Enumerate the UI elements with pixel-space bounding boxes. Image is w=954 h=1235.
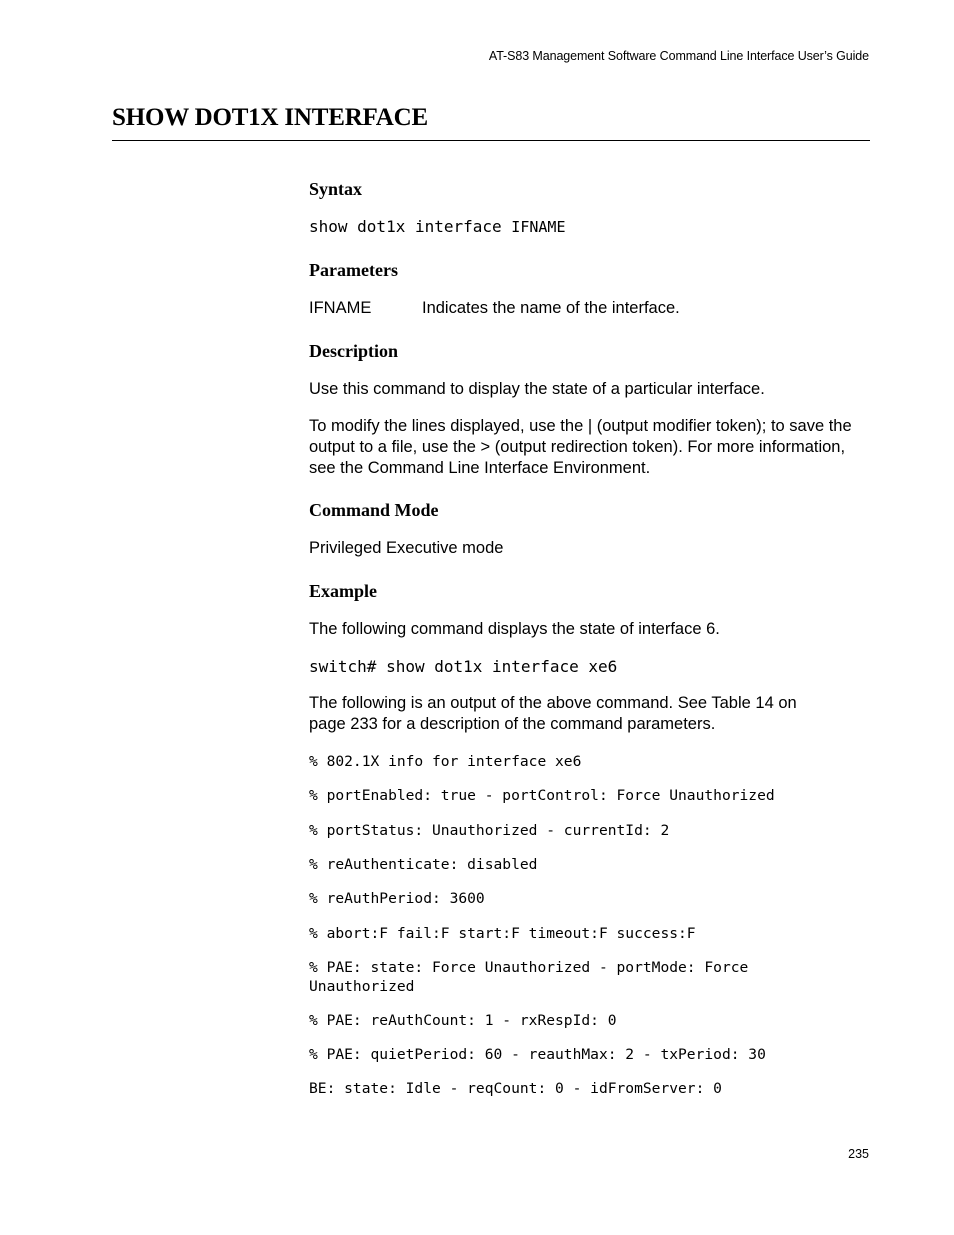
output-line: % portEnabled: true - portControl: Force Unauthorized bbox=[309, 787, 775, 804]
description-heading: Description bbox=[309, 341, 398, 361]
syntax-command: show dot1x interface bbox=[309, 217, 502, 236]
output-line: % 802.1X info for interface xe6 bbox=[309, 753, 582, 770]
description-para2-line2: output to a file, use the > (output redirection token). For more information, bbox=[309, 438, 846, 456]
example-intro: The following command displays the state of interface 6. bbox=[309, 620, 720, 638]
output-line: % reAuthPeriod: 3600 bbox=[309, 890, 485, 907]
syntax-heading: Syntax bbox=[309, 179, 363, 199]
parameters-heading: Parameters bbox=[309, 260, 398, 280]
title-rule bbox=[112, 140, 870, 141]
description-para2-line3: see the Command Line Interface Environment. bbox=[309, 459, 651, 477]
running-header: AT-S83 Management Software Command Line Interface User’s Guide bbox=[488, 49, 869, 63]
parameter-name: IFNAME bbox=[309, 299, 372, 317]
output-line: % reAuthenticate: disabled bbox=[309, 856, 538, 873]
output-intro-line2: page 233 for a description of the command parameters. bbox=[309, 715, 716, 733]
syntax-line bbox=[309, 217, 565, 236]
output-line: % abort:F fail:F start:F timeout:F success:F bbox=[309, 925, 696, 942]
output-line: % PAE: quietPeriod: 60 - reauthMax: 2 - txPeriod: 30 bbox=[309, 1046, 766, 1063]
description-para1: Use this command to display the state of a particular interface. bbox=[309, 380, 765, 398]
output-line: % PAE: reAuthCount: 1 - rxRespId: 0 bbox=[309, 1012, 617, 1029]
command-mode-text: Privileged Executive mode bbox=[309, 539, 504, 557]
example-command: switch# show dot1x interface xe6 bbox=[309, 657, 618, 676]
example-heading: Example bbox=[309, 581, 378, 601]
description-para2-line1: To modify the lines displayed, use the | (output modifier token); to save the bbox=[309, 417, 852, 435]
syntax-param: IFNAME bbox=[511, 218, 566, 236]
output-line: % portStatus: Unauthorized - currentId: 2 bbox=[309, 822, 670, 839]
output-line: BE: state: Idle - reqCount: 0 - idFromServer: 0 bbox=[309, 1080, 722, 1097]
page-number: 235 bbox=[848, 1147, 869, 1161]
command-mode-heading: Command Mode bbox=[309, 500, 439, 520]
page-title: SHOW DOT1X INTERFACE bbox=[112, 104, 428, 131]
output-line: Unauthorized bbox=[309, 978, 415, 995]
output-line: % PAE: state: Force Unauthorized - portMode: Force bbox=[309, 959, 749, 976]
output-intro-line1: The following is an output of the above command. See Table 14 on bbox=[309, 694, 797, 712]
parameter-description: Indicates the name of the interface. bbox=[422, 299, 680, 317]
